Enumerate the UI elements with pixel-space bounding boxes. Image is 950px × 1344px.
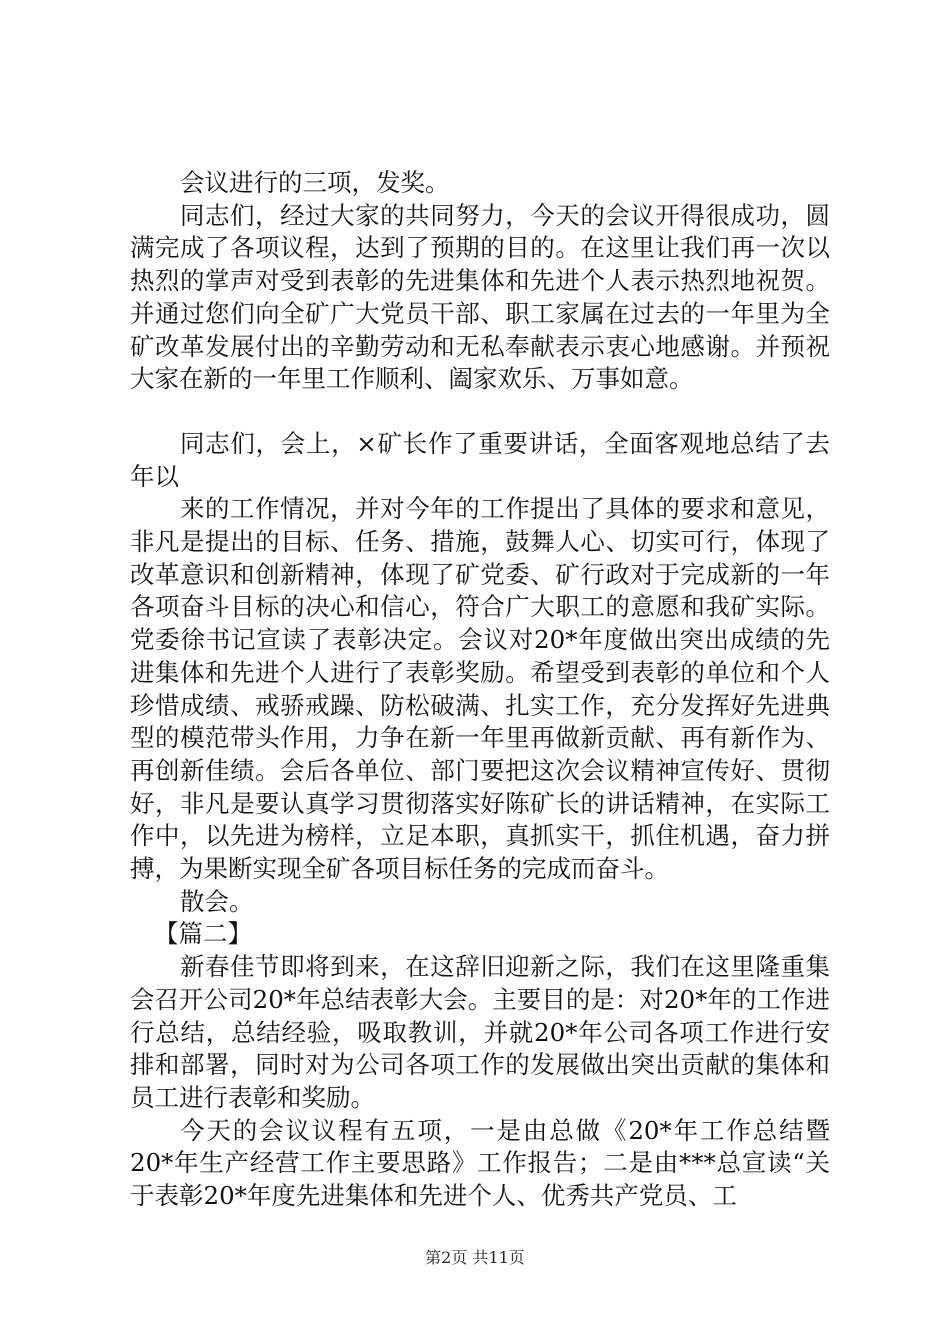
page-footer: 第2页 共11页 xyxy=(425,1248,525,1267)
paragraph: 来的工作情况，并对今年的工作提出了具体的要求和意见，非凡是提出的目标、任务、措施，鼓舞人心、切实可行，体现了改革意识和创新精神，体现了矿党委、矿行政对于完成新的一年各项奋斗目标的决心和信心，符合广大职工的意愿和我矿实际。党委徐书记宣读了表彰决定。会议对20*年度做出突出成绩的先进集体和先进个人进行了表彰奖励。希望受到表彰的单位和个人珍惜成绩、戒骄戒躁、防松破满、扎实工作，充分发挥好先进典型的模范带头作用，力争在新一年里再做新贡献、再有新作为、再创新佳绩。会后各单位、部门要把这次会议精神宣传好、贯彻好，非凡是要认真学习贯彻落实好陈矿长的讲话精神，在实际工作中，以先进为榜样，立足本职，真抓实干，抓住机遇，奋力拼搏，为果断实现全矿各项目标任务的完成而奋斗。 xyxy=(130,494,830,884)
paragraph: 散会。 xyxy=(180,886,254,916)
paragraph: 同志们，经过大家的共同努力，今天的会议开得很成功，圆满完成了各项议程，达到了预期的目的。在这里让我们再一次以热烈的掌声对受到表彰的先进集体和先进个人表示热烈地祝贺。并通过您们向全矿广大党员干部、职工家属在过去的一年里为全矿改革发展付出的辛勤劳动和无私奉献表示衷心地感谢。并预祝大家在新的一年里工作顺利、阖家欢乐、万事如意。 xyxy=(130,200,830,394)
paragraph: 会议进行的三项，发奖。 xyxy=(180,168,450,197)
section-heading: 【篇二】 xyxy=(154,919,252,949)
paragraph: 今天的会议议程有五项，一是由总做《20*年工作总结暨20*年生产经营工作主要思路》工作报告；二是由***总宣读“关于表彰20*年度先进集体和先进个人、优秀共产党员、工 xyxy=(130,1115,830,1211)
document-body xyxy=(130,167,830,1213)
paragraph-gap xyxy=(130,396,830,428)
paragraph: 同志们，会上，×矿长作了重要讲话，全面客观地总结了去年以 xyxy=(130,428,830,491)
paragraph: 新春佳节即将到来，在这辞旧迎新之际，我们在这里隆重集会召开公司20*年总结表彰大会。主要目的是：对20*年的工作进行总结，总结经验，吸取教训，并就20*年公司各项工作进行安排和部署，同时对为公司各项工作的发展做出突出贡献的集体和员工进行表彰和奖励。 xyxy=(130,952,830,1112)
